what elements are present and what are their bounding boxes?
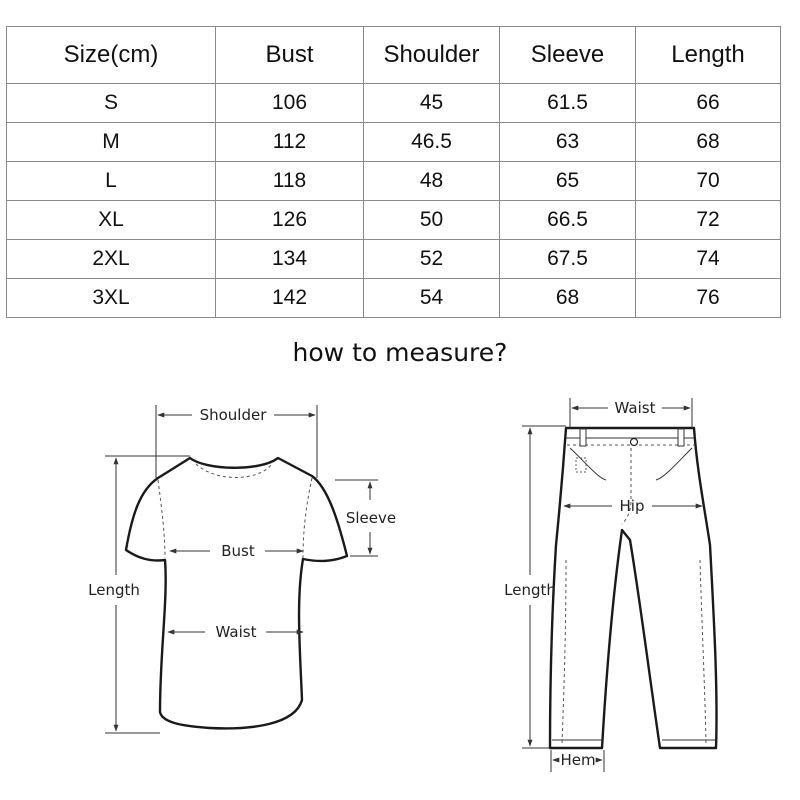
pants-hem-label: Hem bbox=[560, 751, 596, 769]
shirt-sleeve-label: Sleeve bbox=[345, 509, 397, 527]
header-sleeve: Sleeve bbox=[500, 27, 636, 84]
header-shoulder: Shoulder bbox=[364, 27, 500, 84]
cell-size: 2XL bbox=[7, 240, 216, 279]
cell-length: 66 bbox=[636, 84, 781, 123]
cell-bust: 112 bbox=[216, 123, 364, 162]
pants-outline bbox=[550, 428, 717, 748]
shirt-bust-label: Bust bbox=[221, 542, 255, 560]
shirt-shoulder-label: Shoulder bbox=[199, 406, 267, 424]
header-bust: Bust bbox=[216, 27, 364, 84]
pants-waist-label: Waist bbox=[614, 399, 656, 417]
cell-sleeve: 67.5 bbox=[500, 240, 636, 279]
measure-heading: how to measure? bbox=[292, 338, 508, 367]
belt-loop-left bbox=[580, 429, 586, 446]
tshirt-diagram bbox=[88, 405, 396, 733]
cell-length: 76 bbox=[636, 279, 781, 318]
cell-size: 3XL bbox=[7, 279, 216, 318]
cell-sleeve: 61.5 bbox=[500, 84, 636, 123]
pants-button bbox=[631, 439, 638, 446]
cell-sleeve: 68 bbox=[500, 279, 636, 318]
cell-shoulder: 50 bbox=[364, 201, 500, 240]
pants-hip-label: Hip bbox=[619, 497, 645, 515]
header-size: Size(cm) bbox=[7, 27, 216, 84]
shirt-waist-label: Waist bbox=[215, 623, 257, 641]
cell-sleeve: 63 bbox=[500, 123, 636, 162]
pants-diagram bbox=[504, 398, 716, 772]
cell-length: 72 bbox=[636, 201, 781, 240]
cell-size: M bbox=[7, 123, 216, 162]
shirt-length-label: Length bbox=[88, 581, 140, 599]
cell-bust: 118 bbox=[216, 162, 364, 201]
tshirt-outline bbox=[126, 458, 347, 728]
pants-length-label: Length bbox=[504, 581, 556, 599]
cell-length: 70 bbox=[636, 162, 781, 201]
cell-bust: 134 bbox=[216, 240, 364, 279]
header-length: Length bbox=[636, 27, 781, 84]
cell-bust: 142 bbox=[216, 279, 364, 318]
cell-shoulder: 54 bbox=[364, 279, 500, 318]
cell-sleeve: 66.5 bbox=[500, 201, 636, 240]
cell-shoulder: 52 bbox=[364, 240, 500, 279]
cell-shoulder: 48 bbox=[364, 162, 500, 201]
belt-loop-right bbox=[678, 429, 684, 446]
cell-shoulder: 45 bbox=[364, 84, 500, 123]
cell-size: S bbox=[7, 84, 216, 123]
cell-bust: 126 bbox=[216, 201, 364, 240]
cell-bust: 106 bbox=[216, 84, 364, 123]
cell-shoulder: 46.5 bbox=[364, 123, 500, 162]
cell-size: XL bbox=[7, 201, 216, 240]
cell-length: 74 bbox=[636, 240, 781, 279]
cell-sleeve: 65 bbox=[500, 162, 636, 201]
cell-size: L bbox=[7, 162, 216, 201]
cell-length: 68 bbox=[636, 123, 781, 162]
